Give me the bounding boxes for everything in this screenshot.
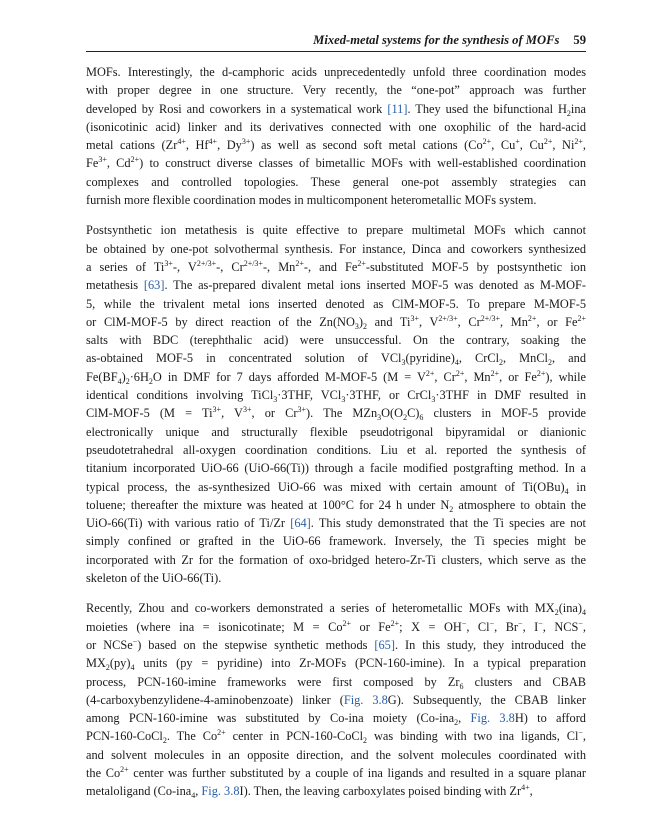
text-line: toluene; thereafter the mixture was heated at 100°C for 24 h under $N_2$ atmosphere to obtain the [86,497,586,514]
text-line: developed by Rosi and coworkers in a systematical work [11]. They used the bifunctional $H_2ina$ [86,101,586,118]
text-line: skeleton of the UiO-66(Ti). [86,571,222,586]
text-line: metathesis [63]. The as-prepared divalent metal ions inserted MOF-5 was denoted as M-MOF- [86,278,586,293]
citation-link[interactable]: [63] [143,278,165,293]
text-line: $MX_2(py)_4$ units (py = pyridine) into Zr-MOFs (PCN-160-imine). In a typical preparation [86,656,586,673]
text-line: electronically unique and structurally flexible pseudotrigonal bipyramidal or dianionic [86,424,586,439]
citation-link[interactable]: Fig. 3.8 [343,692,388,707]
text-line: MOFs. Interestingly, the d-camphoric acids unprecedentedly unfold three coordination modes [86,65,586,79]
text-line: as-obtained MOF-5 in concentrated solution of $VCl_3(pyridine)_4$, CrCl$_2$, MnCl$_2$, and [86,351,586,368]
text-line: with proper degree in one structure. Very recently, the “one-pot” approach was further [86,83,586,98]
citation-link[interactable]: Fig. 3.8 [470,711,515,726]
text-line: PCN-160-CoCl$_2$. The $Co^{2+}$ center in PCN-160-CoCl$_2$ was binding with two ina ligands, Cl−, [86,728,587,746]
text-line: $Fe(BF_4)_2\cdot 6H_2O$ in DMF for 7 days afforded M-MOF-5 ($M = V^{2+}$, $Cr^{2+}$, $Mn^{2+}$, or $Fe^{2+}$), while [86,368,586,386]
paragraph [86,63,586,209]
text-line: Recently, Zhou and co-workers demonstrated a series of heterometallic MOFs with $MX_2(ina)_4$ [86,601,586,618]
text-line: the $Co^{2+}$ center was further substituted by a couple of ina ligands and resulted in a square planar [86,764,586,780]
text-line: Postsynthetic ion metathesis is quite effective to prepare multimetal MOFs which cannot [86,223,586,238]
citation-link[interactable]: [11] [387,101,408,116]
body-text [86,63,586,813]
running-title: Mixed-metal systems for the synthesis of MOFs [313,33,560,47]
text-line: incorporated with Zr for the formation of oxo-bridged hetero-Zr-Ti clusters, which serve as the [86,552,586,567]
text-line: (isonicotinic acid) linker and its derivatives connected with one oxophilic of the hard-acid [86,119,586,134]
running-header [86,30,586,52]
text-line: $Fe^{3+}$, $Cd^{2+}$) to construct diverse classes of bimetallic MOFs with well-established coordination [86,155,587,171]
citation-link[interactable]: Fig. 3.8 [201,784,240,799]
text-line: simply confined or grafted in the UiO-66 framework. Inversely, the Ti species might be [86,534,586,549]
text-line: or NCSe−) based on the stepwise synthetic methods [65]. In this study, they introduced the [86,636,586,652]
citation-link[interactable]: [65] [374,637,395,652]
citation-link[interactable]: [64] [290,516,311,531]
text-line: titanium incorporated UiO-66 (UiO-66(Ti)) through a facile modified postgrafting method. In a [86,461,586,476]
text-line: ClM-MOF-5 ($M = Ti^{3+}$, $V^{3+}$, or $Cr^{3+}$). The $MZn_3O(O_2C)_6$ clusters in MOF-5 provide [86,405,586,423]
text-line: or ClM-MOF-5 by direct reaction of the $Zn(NO_3)_2$ and $Ti^{3+}$, $V^{2+/3+}$, $Cr^{2+/3+}$, $Mn^{2+}$, or $Fe^{2+}$ [86,313,586,331]
text-line: (4-carboxybenzylidene-4-aminobenzoate) linker (Fig. 3.8G). Subsequently, the CBAB linker [86,692,587,707]
text-line: identical conditions involving TiCl$_3$·3THF, VCl$_3$·3THF, or CrCl$_3$·3THF in DMF resulted in [86,388,586,405]
text-line: 5, while the trivalent metal ions inserted denoted as ClM-MOF-5. To prepare M-MOF-5 [86,296,586,311]
text-line: moieties (where ina = isonicotinate; $M = Co^{2+}$ or $Fe^{2+}$; X = OH−, Cl−, Br−, I−, NCS−, [86,618,586,634]
text-line: a series of $Ti^{3+}-$, $V^{2+/3+}-$, $Cr^{2+/3+}-$, $Mn^{2+}-$, and $Fe^{2+}$-substituted MOF-5 by postsynthetic ion [86,258,586,274]
text-line: complexes and controlled topologies. These general one-pot assembly strategies can [86,174,586,189]
text-line: process, PCN-160-imine frameworks were first composed by $Zr_6$ clusters and CBAB [86,674,586,691]
text-line: furnish more flexible coordination modes in multicomponent heterometallic MOFs system. [86,193,537,208]
text-line: metaloligand (Co-ina$_4$, Fig. 3.8I). Then, the leaving carboxylates poised binding with $Zr^{4+}$, [86,783,533,801]
paragraph [86,221,586,587]
text-line: salts with BDC (terephthalic acid) were unsuccessful. On the contrary, soaking the [86,333,586,348]
text-line: among PCN-160-imine was substituted by Co-ina moiety (Co-ina$_2$, Fig. 3.8H) to afford [86,711,586,728]
text-line: and solvent molecules in an opposite direction, and the solvent molecules coordinated with [86,747,586,762]
text-line: metal cations ($Zr^{4+}$, $Hf^{4+}$, $Dy^{3+}$) as well as second soft metal cations ($Co^{2+}$, Cu+, $Cu^{2+}$, $Ni^{2+}$, [86,137,587,153]
text-line: be obtained by one-pot solvothermal synthesis. For instance, Dinca and coworkers synthesized [86,241,586,256]
page-number: 59 [573,33,586,47]
text-line: UiO-66(Ti) with various ratio of Ti/Zr [64]. This study demonstrated that the Ti species are not [86,516,586,531]
text-line: typical process, the as-synthesized UiO-66 was mixed with certain amount of $Ti(OBu)_4$ in [86,479,587,496]
paragraph [86,599,586,800]
text-line: pseudotetrahedral all-oxygen coordination conditions. Liu et al. reported the synthesis of [86,442,586,457]
